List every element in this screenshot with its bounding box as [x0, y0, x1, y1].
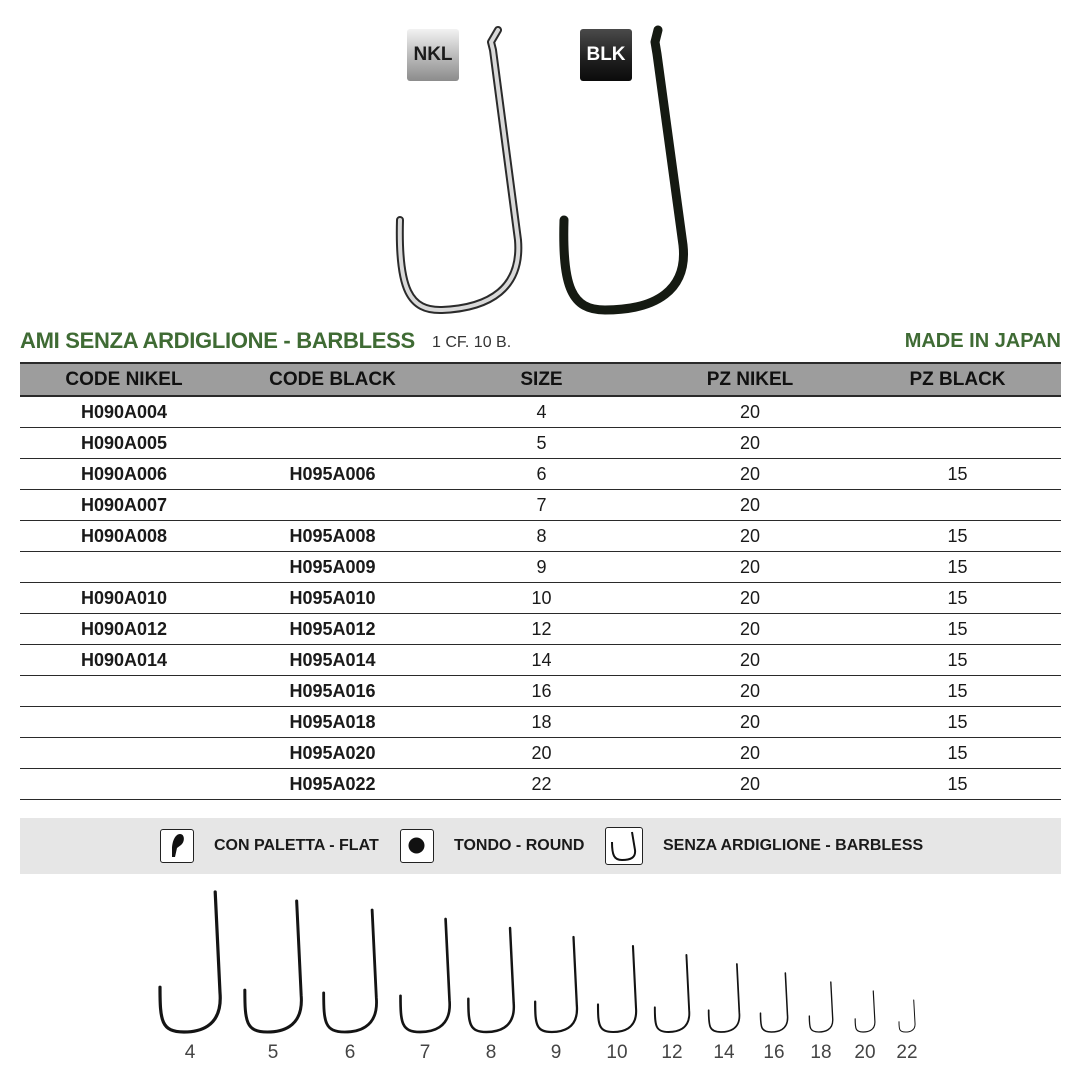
size-hook-icon — [160, 892, 220, 1032]
size-hook-icon — [401, 919, 450, 1032]
cell-pz-black: 15 — [854, 583, 1061, 614]
size-label: 6 — [344, 1042, 356, 1063]
title-row — [20, 328, 1061, 358]
cell-code-black: H095A016 — [228, 676, 437, 707]
cell-code-nikel: H090A014 — [20, 645, 228, 676]
size-label: 8 — [485, 1042, 497, 1063]
cell-pz-nikel: 20 — [646, 614, 854, 645]
cell-pz-black: 15 — [854, 614, 1061, 645]
cell-pz-nikel: 20 — [646, 707, 854, 738]
table-row — [20, 676, 1061, 707]
size-label: 14 — [713, 1042, 735, 1063]
cell-code-nikel — [20, 552, 228, 583]
legend-item-barbless — [605, 827, 923, 865]
cell-size: 16 — [437, 676, 646, 707]
cell-size: 6 — [437, 459, 646, 490]
column-header-code-black: CODE BLACK — [228, 363, 437, 396]
column-header-size: SIZE — [437, 363, 646, 396]
pack-info: 1 CF. 10 B. — [432, 334, 512, 351]
barbless-hook-icon — [605, 827, 643, 865]
cell-pz-nikel: 20 — [646, 490, 854, 521]
cell-size: 12 — [437, 614, 646, 645]
table-row — [20, 459, 1061, 490]
table-header-row — [20, 363, 1061, 396]
cell-code-nikel: H090A007 — [20, 490, 228, 521]
size-hook-icon — [899, 1000, 915, 1032]
size-hook-icon — [761, 973, 788, 1032]
size-hook-icon — [709, 964, 740, 1032]
size-hook-icon — [535, 937, 577, 1032]
table-row — [20, 396, 1061, 428]
cell-pz-black: 15 — [854, 645, 1061, 676]
cell-pz-nikel: 20 — [646, 676, 854, 707]
cell-size: 10 — [437, 583, 646, 614]
size-label: 10 — [606, 1042, 628, 1063]
table-row — [20, 707, 1061, 738]
cell-code-black: H095A018 — [228, 707, 437, 738]
cell-code-black: H095A008 — [228, 521, 437, 552]
cell-pz-nikel: 20 — [646, 769, 854, 800]
cell-code-black: H095A014 — [228, 645, 437, 676]
cell-code-nikel: H090A008 — [20, 521, 228, 552]
cell-size: 7 — [437, 490, 646, 521]
cell-pz-nikel: 20 — [646, 583, 854, 614]
size-label: 16 — [763, 1042, 785, 1063]
cell-pz-nikel: 20 — [646, 552, 854, 583]
legend-item-round — [400, 827, 584, 865]
cell-code-black: H095A012 — [228, 614, 437, 645]
cell-code-black: H095A022 — [228, 769, 437, 800]
size-hook-icon — [809, 982, 832, 1032]
spec-table — [20, 362, 1061, 800]
size-label: 5 — [267, 1042, 279, 1063]
cell-size: 20 — [437, 738, 646, 769]
legend-bar — [20, 818, 1061, 874]
cell-code-black: H095A010 — [228, 583, 437, 614]
cell-size: 22 — [437, 769, 646, 800]
cell-code-nikel: H090A010 — [20, 583, 228, 614]
cell-code-nikel — [20, 738, 228, 769]
cell-pz-black: 15 — [854, 676, 1061, 707]
legend-item-flat — [160, 827, 379, 865]
cell-pz-black: 15 — [854, 738, 1061, 769]
table-row — [20, 490, 1061, 521]
size-scale-hooks — [0, 882, 1080, 1042]
cell-pz-black — [854, 428, 1061, 459]
round-dot-icon — [400, 829, 434, 863]
black-finish-badge: BLK — [580, 29, 632, 81]
cell-size: 14 — [437, 645, 646, 676]
table-row — [20, 583, 1061, 614]
cell-size: 5 — [437, 428, 646, 459]
cell-code-nikel: H090A005 — [20, 428, 228, 459]
size-label: 20 — [854, 1042, 876, 1063]
table-row — [20, 738, 1061, 769]
cell-code-nikel — [20, 676, 228, 707]
size-label: 7 — [419, 1042, 431, 1063]
cell-code-black: H095A020 — [228, 738, 437, 769]
nickel-finish-badge: NKL — [407, 29, 459, 81]
column-header-pz-nikel: PZ NIKEL — [646, 363, 854, 396]
cell-pz-nikel: 20 — [646, 459, 854, 490]
product-title: AMI SENZA ARDIGLIONE - BARBLESS — [20, 328, 415, 353]
cell-size: 18 — [437, 707, 646, 738]
cell-pz-nikel: 20 — [646, 428, 854, 459]
table-body — [20, 396, 1061, 800]
cell-size: 9 — [437, 552, 646, 583]
size-hook-icon — [655, 955, 689, 1032]
cell-code-black — [228, 490, 437, 521]
cell-pz-nikel: 20 — [646, 645, 854, 676]
cell-pz-nikel: 20 — [646, 396, 854, 428]
cell-code-black — [228, 428, 437, 459]
cell-pz-black — [854, 490, 1061, 521]
size-label: 18 — [810, 1042, 832, 1063]
cell-code-nikel: H090A004 — [20, 396, 228, 428]
cell-size: 8 — [437, 521, 646, 552]
size-label: 12 — [661, 1042, 683, 1063]
cell-size: 4 — [437, 396, 646, 428]
table-row — [20, 614, 1061, 645]
cell-pz-black: 15 — [854, 552, 1061, 583]
cell-code-nikel: H090A012 — [20, 614, 228, 645]
origin-label: MADE IN JAPAN — [904, 330, 1061, 352]
size-hook-icon — [468, 928, 514, 1032]
column-header-code-nikel: CODE NIKEL — [20, 363, 228, 396]
table-row — [20, 428, 1061, 459]
cell-code-black: H095A009 — [228, 552, 437, 583]
size-label: 9 — [550, 1042, 562, 1063]
cell-pz-nikel: 20 — [646, 738, 854, 769]
cell-code-black: H095A006 — [228, 459, 437, 490]
column-header-pz-black: PZ BLACK — [854, 363, 1061, 396]
cell-code-nikel: H090A006 — [20, 459, 228, 490]
cell-pz-black: 15 — [854, 459, 1061, 490]
hero-hooks — [380, 20, 710, 320]
legend-label-barbless: SENZA ARDIGLIONE - BARBLESS — [663, 837, 924, 854]
table-row — [20, 645, 1061, 676]
table-row — [20, 769, 1061, 800]
cell-pz-black: 15 — [854, 769, 1061, 800]
legend-label-round: TONDO - ROUND — [454, 837, 585, 854]
size-label: 22 — [896, 1042, 918, 1063]
size-hook-icon — [245, 901, 302, 1032]
cell-code-nikel — [20, 707, 228, 738]
table-row — [20, 521, 1061, 552]
size-hook-icon — [324, 910, 377, 1032]
cell-pz-black — [854, 396, 1061, 428]
cell-pz-nikel: 20 — [646, 521, 854, 552]
legend-label-flat: CON PALETTA - FLAT — [214, 837, 379, 854]
cell-code-nikel — [20, 769, 228, 800]
table-row — [20, 552, 1061, 583]
size-hook-icon — [598, 946, 636, 1032]
cell-pz-black: 15 — [854, 707, 1061, 738]
size-hook-icon — [855, 991, 875, 1032]
flat-eye-icon — [160, 829, 194, 863]
cell-code-black — [228, 396, 437, 428]
size-scale — [0, 882, 1080, 1080]
size-label: 4 — [184, 1042, 196, 1063]
cell-pz-black: 15 — [854, 521, 1061, 552]
